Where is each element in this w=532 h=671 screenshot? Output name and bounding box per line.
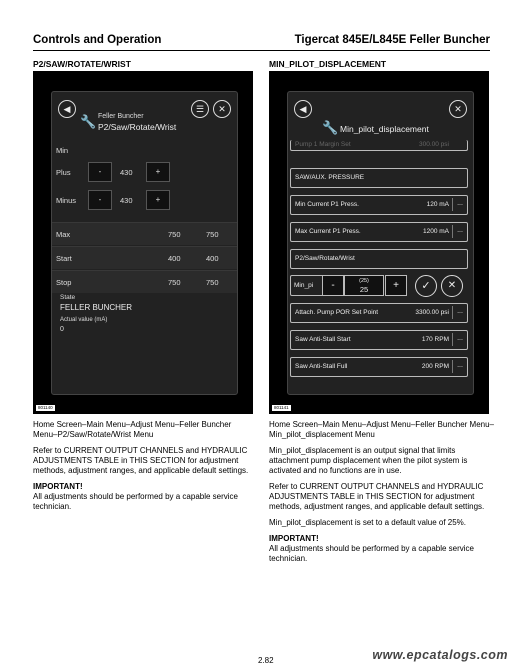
field-attach-pump-por[interactable]: Attach. Pump POR Set Point 3300.00 psi ... [290, 303, 468, 323]
back-icon[interactable]: ◀ [58, 100, 76, 118]
field-saw-anti-stall-start[interactable]: Saw Anti-Stall Start 170 RPM ... [290, 330, 468, 350]
minus-decrement-button[interactable]: - [88, 190, 112, 210]
left-section-title: P2/SAW/ROTATE/WRIST [33, 59, 131, 69]
min-label: Min [56, 146, 69, 155]
plus-label: Plus [56, 168, 71, 177]
row-value-1: 400 [168, 254, 181, 263]
right-paragraph-2: Refer to CURRENT OUTPUT CHANNELS and HYDRAULIC ADJUSTMENTS TABLE in THIS SECTION for adjustment methods, adjustment ranges, and applicable default settings. [269, 482, 485, 511]
row-value-1: 750 [168, 278, 181, 287]
close-icon[interactable]: ✕ [449, 100, 467, 118]
edit-row [290, 272, 466, 298]
edit-range: (25) [359, 278, 369, 284]
row-label: Max [56, 230, 71, 239]
minus-label: Minus [56, 196, 77, 205]
back-icon[interactable]: ◀ [294, 100, 312, 118]
partial-field[interactable]: Pump 1 Margin Set 300.00 psi [290, 140, 468, 151]
header-rule [33, 50, 490, 51]
edit-dots-button[interactable]: ... [452, 360, 467, 373]
plus-value: 430 [120, 168, 133, 177]
row-max[interactable] [52, 222, 237, 245]
row-label: Stop [56, 278, 72, 287]
edit-dots-button[interactable]: ... [452, 198, 467, 211]
edit-dots-button[interactable]: ... [452, 225, 467, 238]
right-section-title: MIN_PILOT_DISPLACEMENT [269, 59, 387, 69]
right-screenshot-panel [269, 71, 489, 414]
left-screen [51, 91, 238, 395]
right-paragraph-3: Min_pilot_displacement is set to a default value of 25%. [269, 518, 467, 527]
plus-decrement-button[interactable]: - [88, 162, 112, 182]
field-max-current-p1[interactable]: Max Current P1 Press. 1200 mA ... [290, 222, 468, 242]
edit-dots-button[interactable]: ... [452, 306, 467, 319]
close-icon[interactable]: ✕ [213, 100, 231, 118]
decrement-button[interactable]: - [322, 275, 344, 296]
cancel-x-icon[interactable]: ✕ [441, 275, 463, 297]
left-caption-block [33, 420, 253, 512]
increment-button[interactable]: + [385, 275, 407, 296]
row-value-2: 750 [206, 230, 219, 239]
edit-value-box[interactable] [344, 275, 384, 296]
actual-value-label: Actual value (mA) [60, 317, 108, 323]
left-important-text: All adjustments should be performed by a capable service technician. [33, 492, 238, 511]
minus-value: 430 [120, 196, 133, 205]
right-important-text: All adjustments should be performed by a capable service technician. [269, 544, 474, 563]
state-value: FELLER BUNCHER [60, 303, 133, 312]
right-important-heading: IMPORTANT! [269, 534, 319, 543]
screen-subtitle: Feller Buncher [98, 113, 144, 120]
edit-label: Min_pi [294, 282, 314, 289]
field-min-current-p1[interactable]: Min Current P1 Press. 120 mA ... [290, 195, 468, 215]
screen-title: Min_pilot_displacement [340, 124, 429, 134]
left-caption: Home Screen–Main Menu–Adjust Menu–Feller Buncher Menu–P2/Saw/Rotate/Wrist Menu [33, 420, 232, 439]
left-paragraph: Refer to CURRENT OUTPUT CHANNELS and HYDRAULIC ADJUSTMENTS TABLE in THIS SECTION for adjustment methods, adjustment ranges, and applicable default settings. [33, 446, 249, 475]
figure-id: 801140 [38, 405, 53, 410]
field-p2-saw-rotate-wrist[interactable]: P2/Saw/Rotate/Wrist [290, 249, 468, 269]
right-caption: Home Screen–Main Menu–Adjust Menu–Feller Buncher Menu–Min_pilot_displacement Menu [269, 420, 495, 439]
row-start[interactable] [52, 246, 237, 269]
watermark: www.epcatalogs.com [372, 648, 508, 662]
screen-title: P2/Saw/Rotate/Wrist [98, 122, 177, 132]
left-important-heading: IMPORTANT! [33, 482, 83, 491]
header-right: Tigercat 845E/L845E Feller Buncher [294, 34, 490, 46]
right-caption-block [269, 420, 494, 564]
left-screenshot-panel [33, 71, 253, 414]
wrench-icon: 🔧 [322, 120, 339, 135]
edit-value: 25 [359, 285, 369, 294]
row-value-2: 400 [206, 254, 219, 263]
row-value-1: 750 [168, 230, 181, 239]
right-paragraph-1: Min_pilot_displacement is an output signal that limits attachment pump displacement when the pilot system is activated and no functions are in use. [269, 446, 468, 475]
plus-increment-button[interactable]: + [146, 162, 170, 182]
wrench-icon: 🔧 [80, 114, 97, 129]
edit-dots-button[interactable]: ... [452, 333, 467, 346]
confirm-check-icon[interactable]: ✓ [415, 275, 437, 297]
page-number: 2.82 [258, 656, 274, 665]
edit-label-box[interactable] [290, 275, 326, 296]
field-saw-anti-stall-full[interactable]: Saw Anti-Stall Full 200 RPM ... [290, 357, 468, 377]
field-saw-aux-pressure[interactable]: SAW/AUX. PRESSURE [290, 168, 468, 188]
row-stop[interactable] [52, 270, 237, 293]
row-value-2: 750 [206, 278, 219, 287]
menu-icon[interactable]: ☰ [191, 100, 209, 118]
figure-id: 801141 [274, 405, 289, 410]
header-left: Controls and Operation [33, 34, 162, 46]
actual-value: 0 [60, 326, 64, 333]
row-label: Start [56, 254, 72, 263]
minus-increment-button[interactable]: + [146, 190, 170, 210]
state-label: State [60, 294, 76, 301]
right-screen [287, 91, 474, 395]
